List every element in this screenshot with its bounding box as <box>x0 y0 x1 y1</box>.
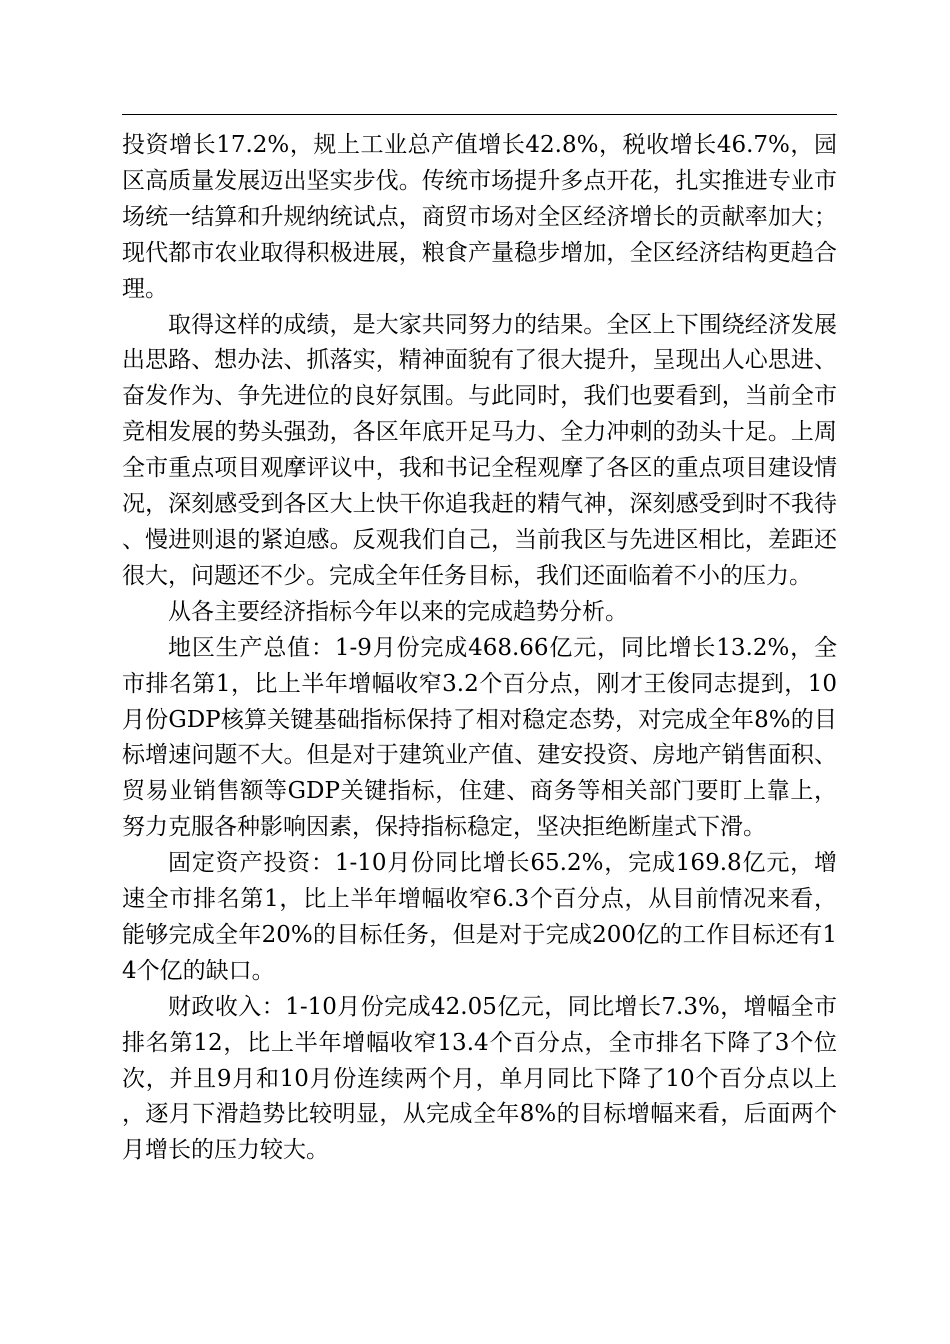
paragraph-1: 投资增长17.2%，规上工业总产值增长42.8%，税收增长46.7%，园区高质量发展迈出坚实步伐。传统市场提升多点开花，扎实推进专业市场统一结算和升规纳统试点，商贸市场对全区经济增长的贡献率加大；现代都市农业取得积极进展，粮食产量稳步增加，全区经济结构更趋合理。 <box>122 132 837 302</box>
paragraph-4: 地区生产总值：1-9月份完成468.66亿元，同比增长13.2%，全市排名第1，比上半年增幅收窄3.2个百分点，刚才王俊同志提到，10月份GDP核算关键基础指标保持了相对稳定态势，对完成全年8%的目标增速问题不大。但是对于建筑业产值、建安投资、房地产销售面积、贸易业销售额等GDP关键指标，住建、商务等相关部门要盯上靠上，努力克服各种影响因素，保持指标稳定，坚决拒绝断崖式下滑。 <box>122 634 837 841</box>
paragraph-5: 固定资产投资：1-10月份同比增长65.2%，完成169.8亿元，增速全市排名第1，比上半年增幅收窄6.3个百分点，从目前情况来看，能够完成全年20%的目标任务，但是对于完成200亿的工作目标还有14个亿的缺口。 <box>122 850 837 984</box>
paragraph-6: 财政收入：1-10月份完成42.05亿元，同比增长7.3%，增幅全市排名第12，比上半年增幅收窄13.4个百分点，全市排名下降了3个位次，并且9月和10月份连续两个月，单月同比下降了10个百分点以上，逐月下滑趋势比较明显，从完成全年8%的目标增幅来看，后面两个月增长的压力较大。 <box>122 993 837 1164</box>
document-body <box>122 128 837 1169</box>
paragraph-2: 取得这样的成绩，是大家共同努力的结果。全区上下围绕经济发展出思路、想办法、抓落实，精神面貌有了很大提升，呈现出人心思进、奋发作为、争先进位的良好氛围。与此同时，我们也要看到，当前全市竞相发展的势头强劲，各区年底开足马力、全力冲刺的劲头十足。上周全市重点项目观摩评议中，我和书记全程观摩了各区的重点项目建设情况，深刻感受到各区大上快干你追我赶的精气神，深刻感受到时不我待、慢进则退的紧迫感。反观我们自己，当前我区与先进区相比，差距还很大，问题还不少。完成全年任务目标，我们还面临着不小的压力。 <box>122 311 837 589</box>
header-rule <box>122 114 837 115</box>
paragraph-3: 从各主要经济指标今年以来的完成趋势分析。 <box>168 598 628 625</box>
